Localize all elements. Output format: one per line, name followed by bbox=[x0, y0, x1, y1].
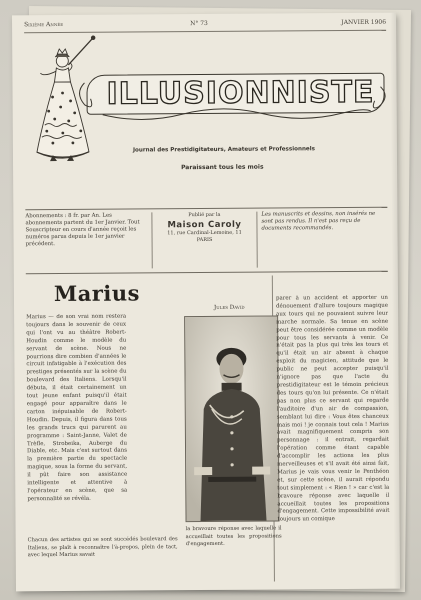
info-bottom-rule bbox=[26, 271, 388, 275]
subscription-info: Abonnements : 8 fr. par An. Les abonnements partent du 1er Janvier. Tout Souscripteur en cours d'année reçoit les numéros parus depuis le 1er janvier précédent. bbox=[25, 212, 140, 248]
issue-number: N° 73 bbox=[190, 19, 208, 28]
newspaper-page bbox=[12, 13, 400, 592]
masthead-subtitle: Journal des Prestidigitateurs, Amateurs et Professionnels bbox=[132, 146, 315, 154]
publisher-city: PARIS bbox=[196, 236, 213, 244]
photo-credit: Jules David bbox=[214, 304, 245, 311]
masthead-title: ILLUSIONNISTE bbox=[106, 74, 375, 112]
info-top-rule bbox=[25, 207, 387, 211]
article-column-left-continuation: Chacun des artistes qui se sont succédés boulevard des Italiens, se plaît à reconnaître l'à-propos, plein de tact, avec lequel Marius savait bbox=[27, 536, 178, 559]
issue-date: JANVIER 1906 bbox=[341, 18, 387, 27]
manuscript-notice: Les manuscrits et dessins, non insérés ne sont pas rendus. Il n'est pas reçu de documents recommandés. bbox=[261, 210, 376, 232]
published-by: Publié par la bbox=[188, 211, 221, 219]
publisher-name: Maison Caroly bbox=[167, 219, 242, 231]
year-label: Sixième Année bbox=[24, 20, 64, 29]
article-column-left: Marius — de son vrai nom restera toujours dans le souvenir de ceux qui l'ont vu au théâtre Robert-Houdin comme le modèle du servant de scène. Nous ne pourrions dire combien d'années le circuit infatigable à l'exécution des prestiges présentés sur la scène du boulevard des Italiens. Lorsqu'il débuta, il était certainement un tout jeune enfant puisqu'il était engagé pour apparaître dans le carton inépuisable de Robert-Houdin. Depuis, il figura dans tous les grands trucs qui parurent au programme : Saint-Janne, Valet de Trèfle, Strobeika, Auberge du Diable, etc. Mais c'est surtout dans la première partie du spectacle magique, sous la forme du servant, il pût faire son assistance intelligente et attentive à l'opérateur en scène, que sa personnalité se révéla. bbox=[26, 313, 128, 503]
article-title: Marius bbox=[53, 280, 141, 307]
publisher-info bbox=[151, 212, 257, 269]
article-caption-continuation: la bravoure réponse avec laquelle il accueillait toutes les propositions d'engagement. bbox=[185, 525, 282, 548]
masthead bbox=[72, 61, 388, 127]
portrait-photo bbox=[184, 315, 279, 522]
publisher-address: 11, rue Cardinal-Lemoine, 11 bbox=[167, 229, 242, 237]
masthead-periodicity: Paraissant tous les mois bbox=[181, 163, 264, 172]
uniformed-man-portrait bbox=[185, 317, 278, 522]
article-column-right: parer à un accident et apporter un dénouement d'allure toujours magique aux tours qui ne pouvaient suivre leur marche normale. Sa tenue en scène peut être considérée comme un modèle pour tous les servants à venir. Ce n'était pas la plus qui très les tours et qu'il était un air absent à chaque exploit du magicien, attitude que le public ne peut accepter puisqu'il n'ignore pas que l'acte du prestidigitateur est le témoin précieux des tours qu'on lui présente. Ce n'était pas non plus ce servant qui regarde l'auditoire d'un air de compassion, semblant lui dire : Vous êtes chanceux mais moi ! je connais tout cela ! Marius avait magnifiquement compris son personnage : il entrait, regardait l'opération comme étant capable d'accomplir les actions les plus merveilleuses et s'il avait été ainsi fait, Marius je vais vous venir le Penthéon et, sur cette scène, il aurait répondu tout simplement : « Rien ! » car c'est la bravoure réponse avec laquelle il accueillait toutes les propositions d'engagement. Cette impossibilité avait toujours un comique bbox=[275, 294, 390, 523]
